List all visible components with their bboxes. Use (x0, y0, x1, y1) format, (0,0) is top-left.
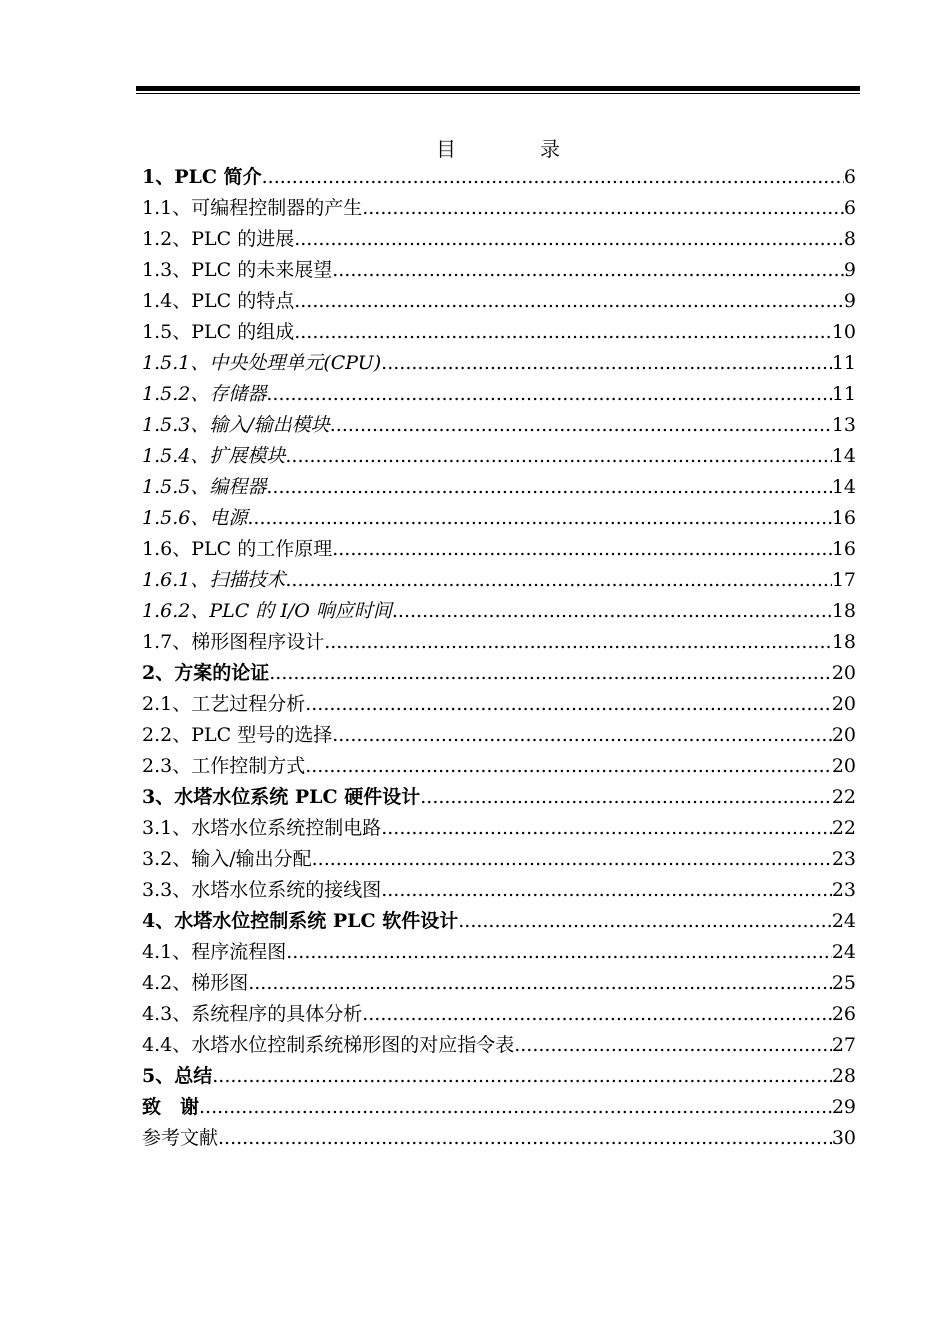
toc-entry-label: 1.2、PLC 的进展 (142, 228, 295, 250)
toc-entry-label: 1、PLC 简介 (142, 166, 262, 188)
toc-entry-page-number: 22 (831, 786, 856, 808)
toc-entry-page-number: 29 (831, 1096, 856, 1118)
toc-entry-page-number: 8 (843, 228, 856, 250)
toc-entry-label: 4.3、系统程序的具体分析 (142, 1003, 363, 1025)
toc-dot-leader (262, 163, 844, 191)
toc-entry-label: 1.6、PLC 的工作原理 (142, 538, 333, 560)
toc-dot-leader (381, 876, 832, 904)
toc-entry-page-number: 18 (831, 631, 856, 653)
toc-dot-leader (285, 566, 831, 594)
toc-dot-leader (330, 411, 832, 439)
toc-dot-leader (381, 349, 832, 377)
toc-dot-leader (247, 504, 831, 532)
toc-entry[interactable] (142, 842, 856, 873)
toc-dot-leader (212, 1062, 832, 1090)
toc-entry-label: 1.5.2、存储器 (142, 383, 267, 405)
toc-dot-leader (248, 969, 832, 997)
toc-dot-leader (332, 535, 832, 563)
toc-entry-label: 1.7、梯形图程序设计 (142, 631, 325, 653)
toc-entry-page-number: 20 (831, 662, 856, 684)
toc-entry[interactable] (142, 284, 856, 315)
toc-dot-leader (266, 473, 831, 501)
toc-entry[interactable] (142, 408, 856, 439)
toc-dot-leader (324, 628, 832, 656)
toc-entry-page-number: 24 (831, 941, 856, 963)
toc-dot-leader (286, 938, 832, 966)
toc-entry-label: 2.3、工作控制方式 (142, 755, 306, 777)
toc-dot-leader (381, 814, 832, 842)
toc-entry[interactable] (142, 935, 856, 966)
toc-entry[interactable] (142, 160, 856, 191)
toc-entry-page-number: 20 (831, 755, 856, 777)
toc-entry[interactable] (142, 904, 856, 935)
toc-title-left: 目 (436, 137, 456, 161)
toc-entry[interactable] (142, 1059, 856, 1090)
toc-entry-page-number: 27 (831, 1034, 856, 1056)
toc-dot-leader (420, 783, 832, 811)
toc-entry-label: 5、总结 (142, 1065, 213, 1087)
toc-dot-leader (305, 690, 832, 718)
toc-dot-leader (294, 225, 844, 253)
toc-entry[interactable] (142, 656, 856, 687)
toc-dot-leader (266, 380, 831, 408)
toc-entry-page-number: 23 (831, 879, 856, 901)
toc-dot-leader (362, 194, 844, 222)
toc-entry-page-number: 16 (831, 538, 856, 560)
toc-entry-page-number: 11 (831, 352, 856, 374)
toc-entry-label: 4.1、程序流程图 (142, 941, 287, 963)
toc-entry-label: 1.5.4、扩展模块 (142, 445, 286, 467)
toc-entry[interactable] (142, 873, 856, 904)
toc-entry[interactable] (142, 594, 856, 625)
toc-entry-page-number: 14 (831, 476, 856, 498)
toc-dot-leader (218, 1124, 832, 1152)
toc-entry-page-number: 20 (831, 724, 856, 746)
toc-entry[interactable] (142, 749, 856, 780)
toc-entry-page-number: 9 (843, 259, 856, 281)
toc-entry-page-number: 30 (831, 1127, 856, 1149)
toc-dot-leader (332, 256, 844, 284)
header-rule-thin (136, 93, 860, 94)
header-rule-thick (136, 86, 860, 91)
toc-entry[interactable] (142, 687, 856, 718)
toc-dot-leader (294, 287, 844, 315)
toc-entry-page-number: 10 (831, 321, 856, 343)
toc-entry-page-number: 26 (831, 1003, 856, 1025)
toc-entry-page-number: 24 (831, 910, 856, 932)
toc-entry[interactable] (142, 222, 856, 253)
toc-entry-page-number: 17 (831, 569, 856, 591)
toc-entry-page-number: 25 (831, 972, 856, 994)
toc-entry-label: 1.5.5、编程器 (142, 476, 267, 498)
toc-entry-label: 1.5.3、输入/输出模块 (142, 414, 330, 436)
toc-entry-page-number: 14 (831, 445, 856, 467)
toc-entry-page-number: 18 (831, 600, 856, 622)
toc-entry-label: 3.2、输入/输出分配 (142, 848, 312, 870)
toc-dot-leader (294, 318, 832, 346)
toc-dot-leader (305, 752, 832, 780)
toc-entry-label: 1.6.1、扫描技术 (142, 569, 286, 591)
toc-title-right: 录 (540, 137, 560, 161)
toc-entry-label: 4、水塔水位控制系统 PLC 软件设计 (142, 910, 459, 932)
toc-dot-leader (285, 442, 831, 470)
toc-title (136, 136, 860, 162)
toc-entry[interactable] (142, 966, 856, 997)
toc-entry[interactable] (142, 315, 856, 346)
toc-dot-leader (514, 1031, 832, 1059)
toc-entry[interactable] (142, 718, 856, 749)
toc-list (142, 160, 856, 1152)
toc-entry-page-number: 6 (843, 166, 856, 188)
toc-entry-page-number: 22 (831, 817, 856, 839)
toc-entry-page-number: 16 (831, 507, 856, 529)
toc-entry-label: 参考文献 (142, 1127, 219, 1149)
toc-entry[interactable] (142, 377, 856, 408)
toc-entry[interactable] (142, 1090, 856, 1121)
toc-entry-label: 致 谢 (142, 1096, 200, 1118)
toc-entry[interactable] (142, 191, 856, 222)
toc-entry-page-number: 23 (831, 848, 856, 870)
toc-entry[interactable] (142, 470, 856, 501)
toc-entry-label: 1.6.2、PLC 的 I/O 响应时间 (142, 600, 392, 622)
toc-dot-leader (332, 721, 832, 749)
toc-entry-page-number: 9 (843, 290, 856, 312)
toc-dot-leader (269, 659, 832, 687)
toc-entry-label: 4.2、梯形图 (142, 972, 249, 994)
toc-entry-label: 2、方案的论证 (142, 662, 270, 684)
toc-entry-page-number: 20 (831, 693, 856, 715)
toc-entry-label: 3、水塔水位系统 PLC 硬件设计 (142, 786, 421, 808)
toc-entry-label: 2.2、PLC 型号的选择 (142, 724, 333, 746)
toc-entry-label: 2.1、工艺过程分析 (142, 693, 306, 715)
toc-dot-leader (199, 1093, 832, 1121)
toc-entry[interactable] (142, 1121, 856, 1152)
toc-entry-label: 1.5、PLC 的组成 (142, 321, 295, 343)
toc-entry[interactable] (142, 253, 856, 284)
toc-entry[interactable] (142, 1028, 856, 1059)
toc-entry-label: 4.4、水塔水位控制系统梯形图的对应指令表 (142, 1034, 515, 1056)
toc-entry-page-number: 13 (831, 414, 856, 436)
toc-dot-leader (362, 1000, 832, 1028)
toc-entry-page-number: 28 (831, 1065, 856, 1087)
toc-entry[interactable] (142, 501, 856, 532)
toc-entry[interactable] (142, 439, 856, 470)
toc-entry[interactable] (142, 532, 856, 563)
toc-dot-leader (392, 597, 832, 625)
toc-entry[interactable] (142, 997, 856, 1028)
toc-entry-page-number: 11 (831, 383, 856, 405)
toc-dot-leader (458, 907, 832, 935)
toc-entry-label: 3.1、水塔水位系统控制电路 (142, 817, 382, 839)
toc-entry-label: 1.1、可编程控制器的产生 (142, 197, 363, 219)
toc-entry[interactable] (142, 811, 856, 842)
toc-entry-label: 3.3、水塔水位系统的接线图 (142, 879, 382, 901)
toc-entry-page-number: 6 (843, 197, 856, 219)
toc-entry[interactable] (142, 346, 856, 377)
toc-entry-label: 1.5.6、电源 (142, 507, 248, 529)
toc-entry-label: 1.3、PLC 的未来展望 (142, 259, 333, 281)
toc-entry-label: 1.4、PLC 的特点 (142, 290, 295, 312)
toc-entry[interactable] (142, 780, 856, 811)
toc-entry-label: 1.5.1、中央处理单元(CPU) (142, 352, 382, 374)
toc-entry[interactable] (142, 625, 856, 656)
toc-entry[interactable] (142, 563, 856, 594)
toc-dot-leader (312, 845, 832, 873)
